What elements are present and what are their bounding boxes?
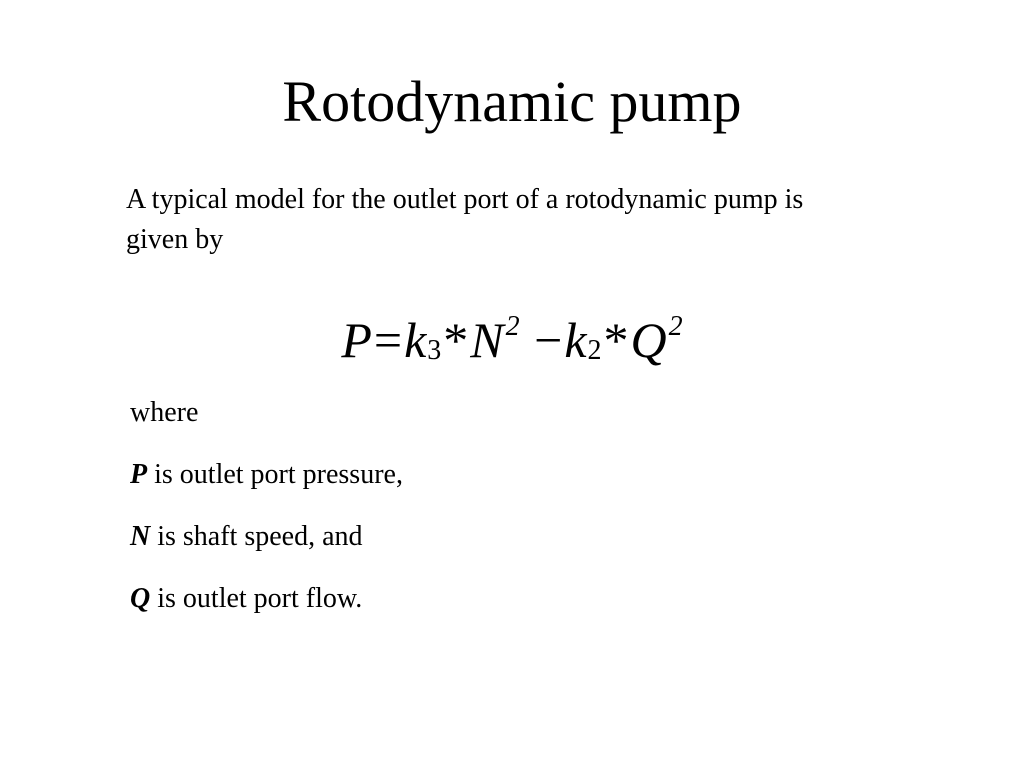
equation-k2: k <box>564 312 587 368</box>
definition-symbol: P <box>130 459 148 490</box>
equation-k3: k <box>404 312 427 368</box>
definition-text: is shaft speed, and <box>150 521 363 552</box>
definition-text: is outlet port flow. <box>150 583 363 614</box>
definition-symbol: N <box>130 521 151 552</box>
equation-minus: − <box>534 312 563 368</box>
equation-q: Q <box>630 312 667 368</box>
equation-q-exponent: 2 <box>668 311 683 342</box>
equation-times-2: * <box>603 312 629 368</box>
equation-equals: = <box>373 312 403 368</box>
equation-lhs: P <box>341 312 372 368</box>
pump-equation <box>0 300 1024 389</box>
definitions-list <box>130 393 830 641</box>
definition-text: is outlet port pressure, <box>147 459 403 490</box>
where-label: where <box>130 397 199 428</box>
definition-pressure <box>130 455 830 517</box>
definition-speed <box>130 517 830 579</box>
definition-flow <box>130 579 830 641</box>
definition-symbol: Q <box>130 583 151 614</box>
slide-title: Rotodynamic pump <box>282 69 742 134</box>
equation-k3-subscript: 3 <box>427 335 442 366</box>
intro-text: A typical model for the outlet port of a rotodynamic pump is given by <box>126 184 804 255</box>
equation-n-exponent: 2 <box>505 311 520 342</box>
equation-k2-subscript: 2 <box>587 335 602 366</box>
equation-times-1: * <box>443 312 469 368</box>
equation-n: N <box>470 312 504 368</box>
